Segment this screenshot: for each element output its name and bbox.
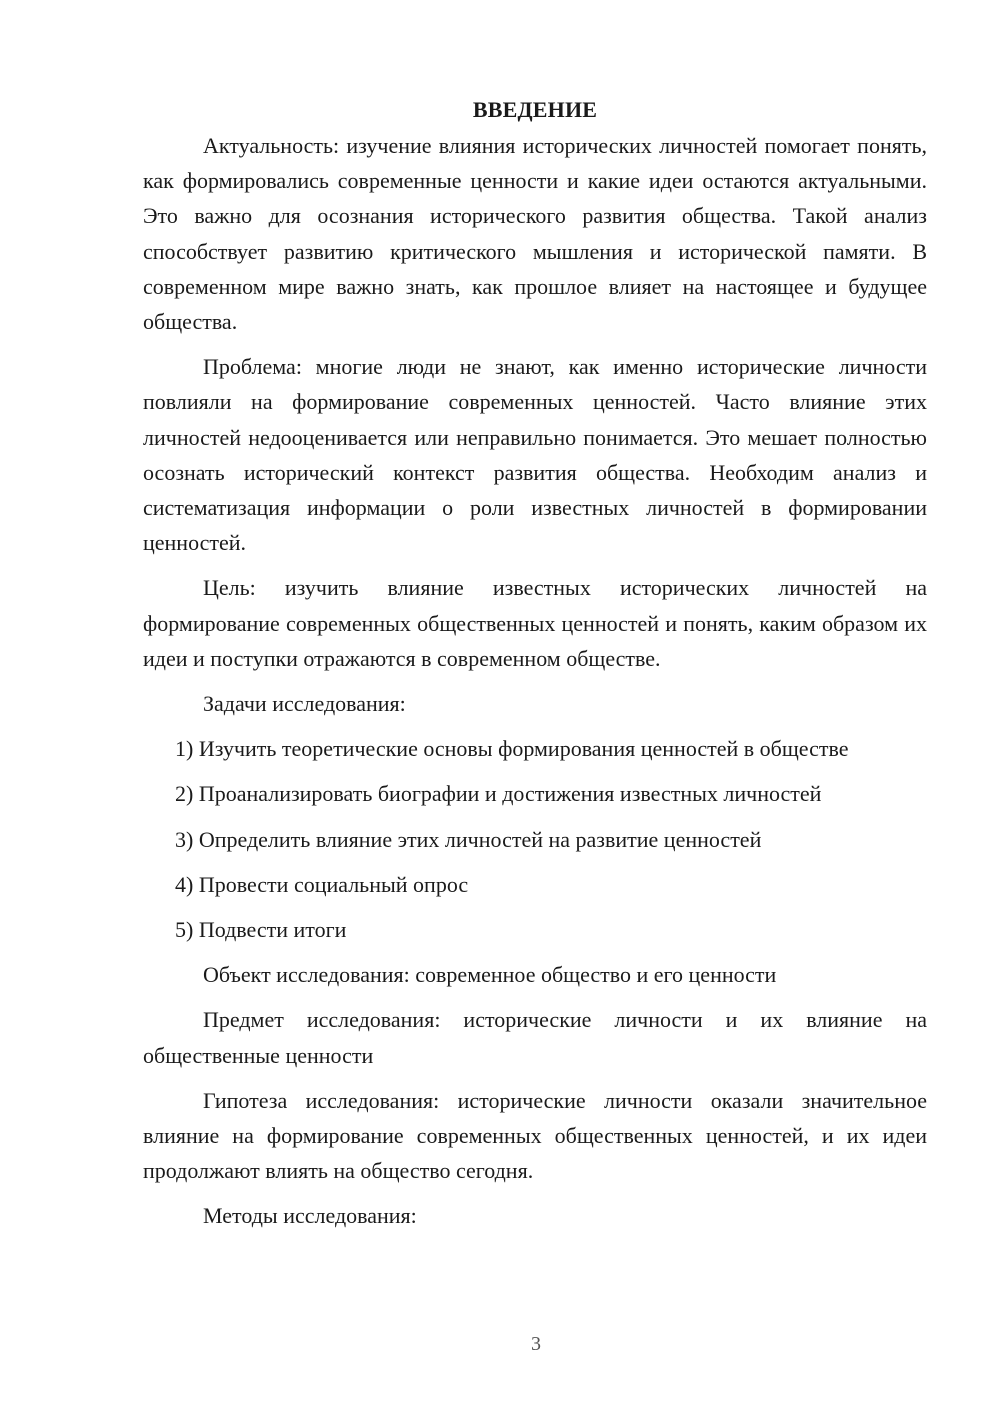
task-item-2: 2) Проанализировать биографии и достижения известных личностей [175,781,822,807]
paragraph-tasks-heading: Задачи исследования: [203,691,406,717]
document-page [143,92,927,1244]
section-title: ВВЕДЕНИЕ [472,97,598,122]
page-number: 3 [531,1333,541,1355]
paragraph-goal: Цель: изучить влияние известных исторических личностей на формирование современных общественных ценностей и понять, каким образом их идеи и поступки отражаются в современном обществе. [143,575,927,671]
paragraph-object: Объект исследования: современное общество и его ценности [203,962,777,988]
task-item-5: 5) Подвести итоги [175,917,347,943]
task-item-3: 3) Определить влияние этих личностей на развитие ценностей [175,826,762,852]
paragraph-problem: Проблема: многие люди не знают, как именно исторические личности повлияли на формирование современных ценностей. Часто влияние этих личностей недооценивается или неправильно понимается. Это мешает полностью осознать исторический контекст развития общества. Необходим анализ и систематизация информации о роли известных личностей в формировании ценностей. [143,354,927,556]
paragraph-methods-heading: Методы исследования: [203,1203,417,1229]
task-item-4: 4) Провести социальный опрос [175,871,469,897]
paragraph-hypothesis: Гипотеза исследования: исторические личности оказали значительное влияние на формирование современных общественных ценностей, и их идеи продолжают влиять на общество сегодня. [143,1087,927,1184]
paragraph-subject: Предмет исследования: исторические личности и их влияние на общественные ценности [143,1007,927,1068]
paragraph-relevance: Актуальность: изучение влияния исторических личностей помогает понять, как формировались современные ценности и какие идеи остаются актуальными. Это важно для осознания исторического развития общества. Такой анализ способствует развитию критического мышления и исторической памяти. В современном мире важно знать, как прошлое влияет на настоящее и будущее общества. [143,133,927,335]
task-item-1: 1) Изучить теоретические основы формирования ценностей в обществе [175,736,849,762]
